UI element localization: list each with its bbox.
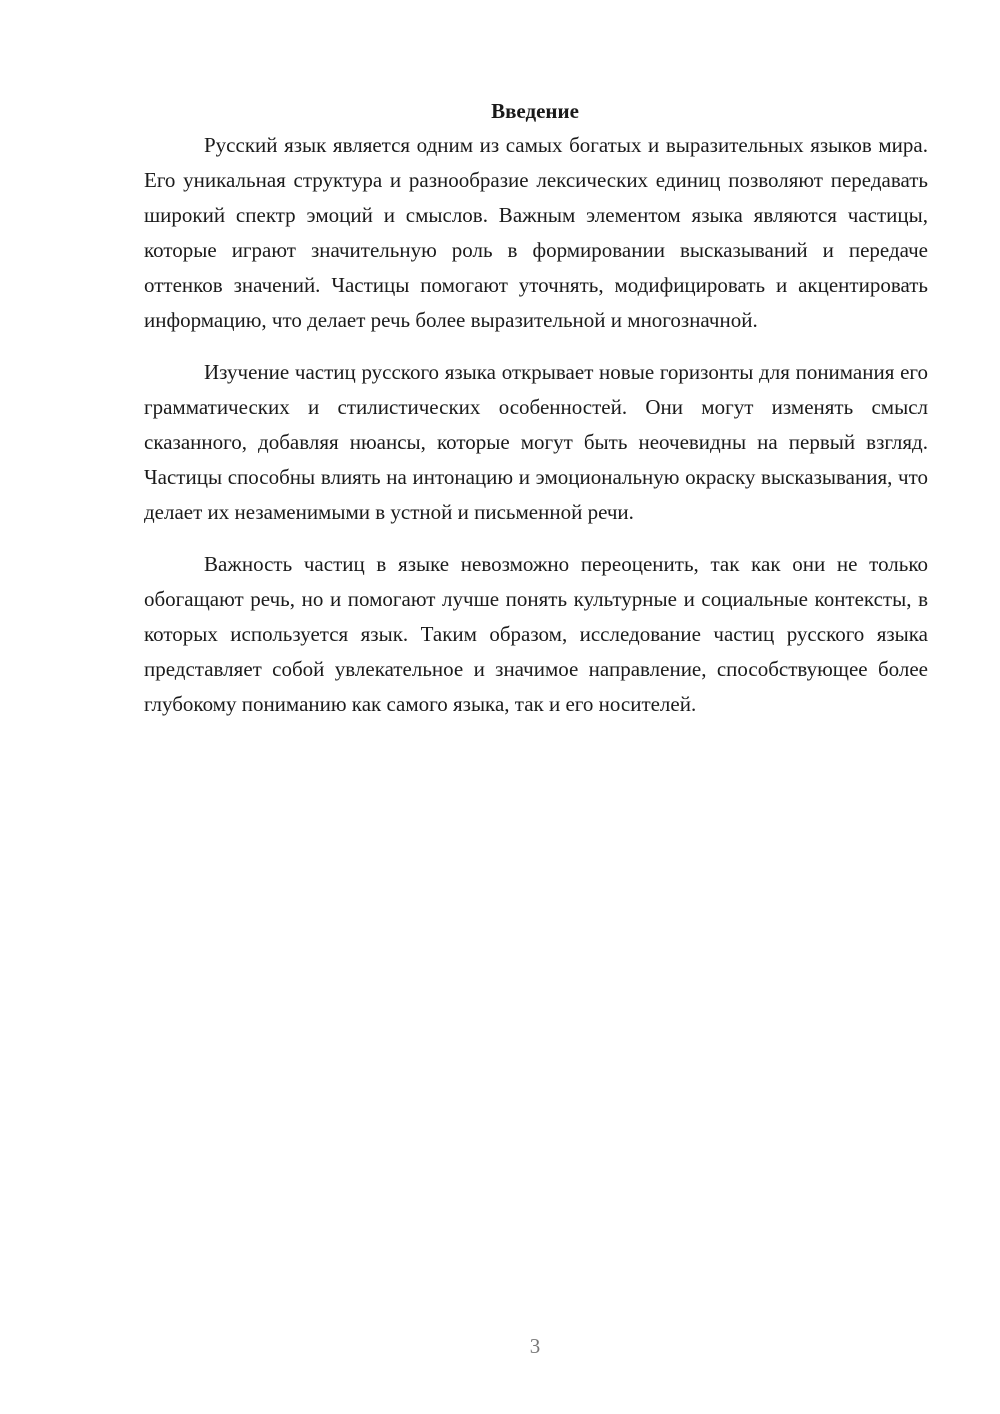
section-title: Введение xyxy=(491,99,579,123)
page-content xyxy=(144,96,928,722)
paragraph-1: Русский язык является одним из самых богатых и выразительных языков мира. Его уникальная структура и разнообразие лексических единиц позволяют передавать широкий спектр эмоций и смыслов. Важным элементом языка являются частицы, которые играют значительную роль в формировании высказываний и передаче оттенков значений. Частицы помогают уточнять, модифицировать и акцентировать информацию, что делает речь более выразительной и многозначной. xyxy=(144,133,928,332)
paragraph-3: Важность частиц в языке невозможно переоценить, так как они не только обогащают речь, но и помогают лучше понять культурные и социальные контексты, в которых используется язык. Таким образом, исследование частиц русского языка представляет собой увлекательное и значимое направление, способствующее более глубокому пониманию как самого языка, так и его носителей. xyxy=(144,552,928,716)
page-number: 3 xyxy=(529,1334,541,1358)
paragraph-2: Изучение частиц русского языка открывает новые горизонты для понимания его грамматических и стилистических особенностей. Они могут изменять смысл сказанного, добавляя нюансы, которые могут быть неочевидны на первый взгляд. Частицы способны влиять на интонацию и эмоциональную окраску высказывания, что делает их незаменимыми в устной и письменной речи. xyxy=(144,360,928,524)
